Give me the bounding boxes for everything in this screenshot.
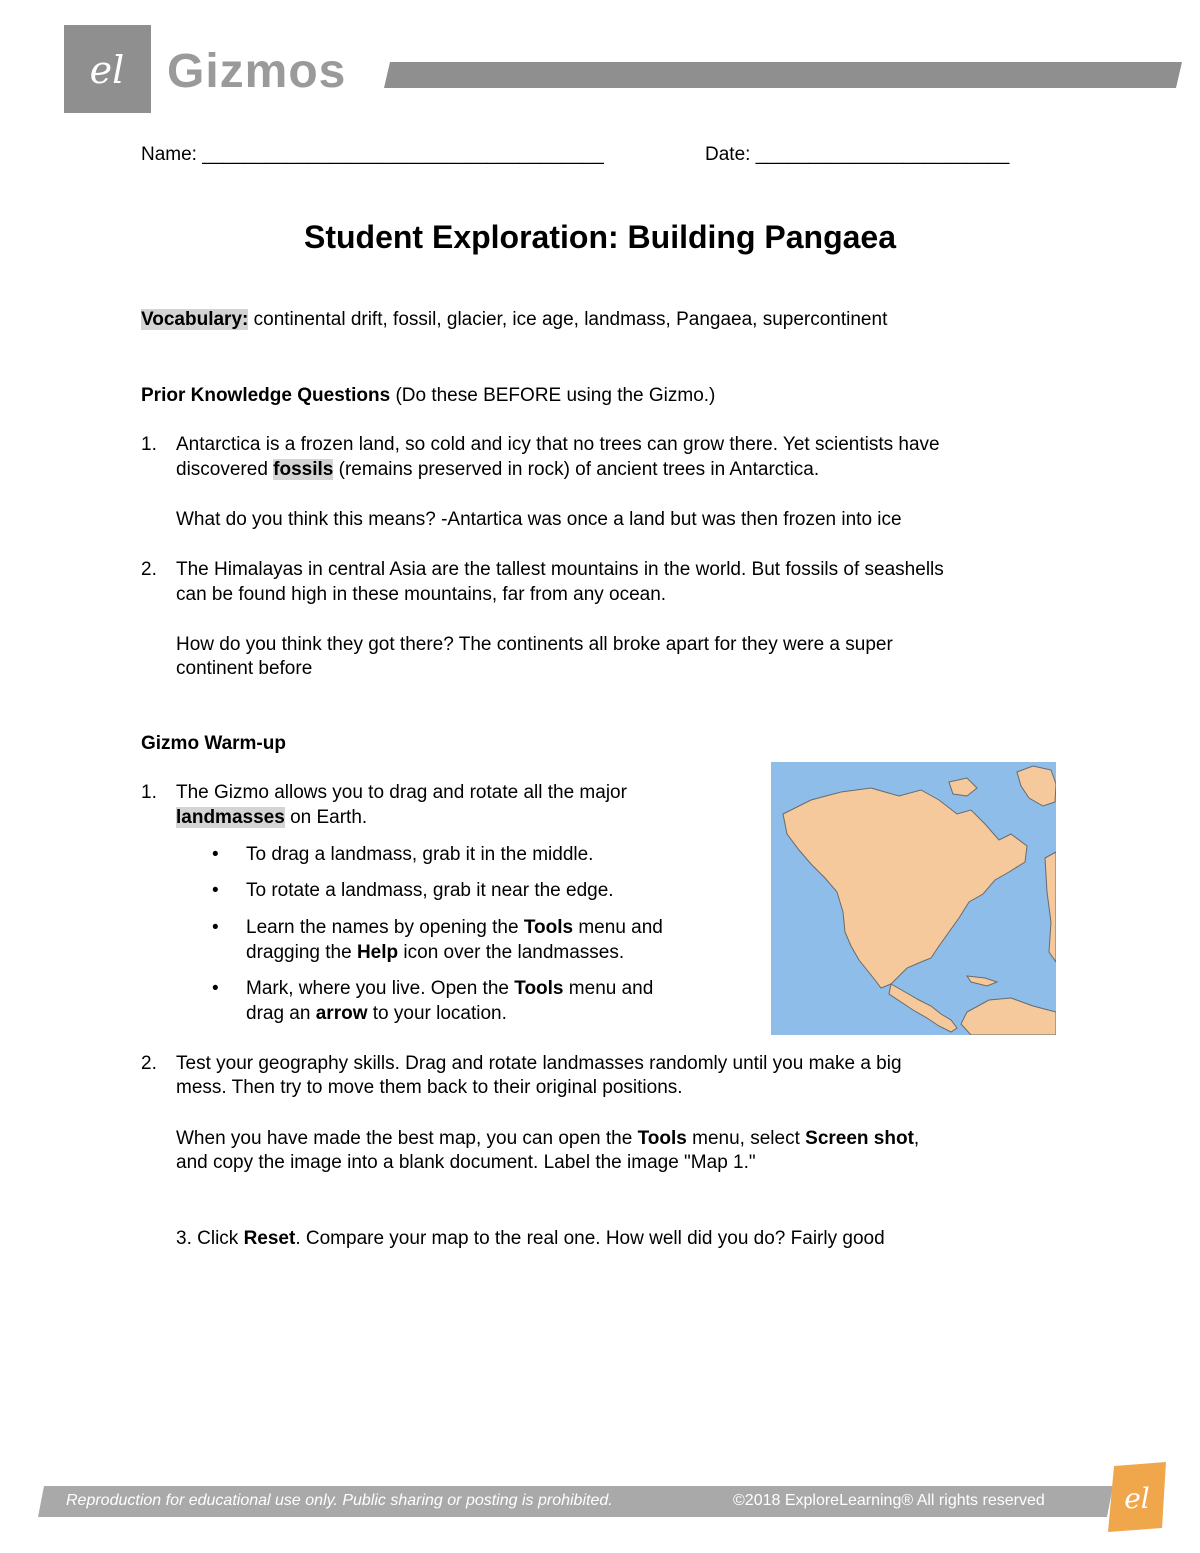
gizmos-logo-text: Gizmos: [167, 45, 347, 98]
q2-answer-line2[interactable]: continent before: [176, 658, 313, 679]
q1-line1: Antarctica is a frozen land, so cold and icy that no trees can grow there. Yet scientists have: [176, 434, 940, 455]
b4-line2-pre: drag an: [246, 1003, 311, 1024]
s3-answer[interactable]: Fairly good: [790, 1228, 885, 1249]
vocabulary-terms: continental drift, fossil, glacier, ice age, landmass, Pangaea, supercontinent: [253, 309, 888, 330]
date-label: Date:: [705, 144, 751, 165]
s2-p-mid: menu, select: [692, 1128, 800, 1149]
bullet-1-symbol: •: [212, 844, 219, 865]
bullet-3-line1: [246, 915, 663, 940]
bullet-2-text: To rotate a landmass, grab it near the edge.: [246, 880, 614, 901]
prior-knowledge-heading: [141, 383, 715, 408]
b3-line2-pre: dragging the: [246, 942, 352, 963]
s2-para-line1: [176, 1126, 919, 1151]
s2-number: 2.: [141, 1053, 157, 1074]
bullet-4-symbol: •: [212, 978, 219, 999]
date-field[interactable]: [705, 142, 1009, 167]
s1-term-landmasses: landmasses: [176, 807, 285, 828]
bullet-4-line1: [246, 976, 653, 1001]
footer-logo-mark: el: [1124, 1482, 1150, 1515]
q1-line2-pre: discovered: [176, 459, 268, 480]
bullet-2-symbol: •: [212, 880, 219, 901]
bullet-1-text: To drag a landmass, grab it in the middle.: [246, 844, 594, 865]
q1-question-answer: [176, 507, 902, 532]
b4-post: menu and: [568, 978, 654, 999]
s1-line2-post: on Earth.: [290, 807, 368, 828]
q2-line1: The Himalayas in central Asia are the tallest mountains in the world. But fossils of seashells: [176, 559, 944, 580]
b4-arrow: arrow: [315, 1003, 368, 1024]
b3-post: menu and: [578, 917, 663, 938]
north-america-map-image: [771, 762, 1056, 1035]
s2-line2: mess. Then try to move them back to their original positions.: [176, 1077, 683, 1098]
q1-line2-post: (remains preserved in rock) of ancient trees in Antarctica.: [338, 459, 820, 480]
q2-question: How do you think they got there?: [176, 634, 454, 655]
s2-p-tools: Tools: [637, 1128, 687, 1149]
s2-p-comma: ,: [913, 1128, 920, 1149]
s2-para-line2: and copy the image into a blank document. Label the image "Map 1.": [176, 1152, 756, 1173]
q1-line2: [176, 457, 819, 482]
b4-pre: Mark, where you live. Open the: [246, 978, 509, 999]
gizmos-logo-mark: [64, 25, 151, 113]
s2-p-pre: When you have made the best map, you can open the: [176, 1128, 633, 1149]
q1-answer[interactable]: -Antartica was once a land but was then frozen into ice: [441, 509, 902, 530]
s2-line1: Test your geography skills. Drag and rotate landmasses randomly until you make a big: [176, 1053, 902, 1074]
b3-pre: Learn the names by opening the: [246, 917, 519, 938]
header-bar: [384, 62, 1182, 88]
prior-heading-note: (Do these BEFORE using the Gizmo.): [395, 385, 716, 406]
vocabulary-line: [141, 307, 887, 332]
q2-line2: can be found high in these mountains, far from any ocean.: [176, 584, 667, 605]
name-field[interactable]: [141, 142, 604, 167]
date-line[interactable]: ________________________: [755, 144, 1010, 165]
page-title: Student Exploration: Building Pangaea: [303, 219, 897, 255]
b3-help: Help: [356, 942, 399, 963]
explorelearning-logo: [1104, 1462, 1170, 1532]
q2-number: 2.: [141, 559, 157, 580]
prior-heading-text: Prior Knowledge Questions: [141, 385, 391, 406]
q1-number: 1.: [141, 434, 157, 455]
s3-post: . Compare your map to the real one. How well did you do?: [295, 1228, 786, 1249]
s1-number: 1.: [141, 782, 157, 803]
q1-term-fossils: fossils: [273, 459, 334, 480]
q1-question: What do you think this means?: [176, 509, 436, 530]
b4-tools: Tools: [514, 978, 564, 999]
bullet-3-line2: [246, 940, 624, 965]
s1-line1: The Gizmo allows you to drag and rotate all the major: [176, 782, 627, 803]
s2-p-screenshot: Screen shot: [805, 1128, 914, 1149]
footer-disclaimer: Reproduction for educational use only. Public sharing or posting is prohibited.: [66, 1492, 613, 1509]
vocabulary-label: Vocabulary:: [141, 309, 249, 330]
b3-tools: Tools: [523, 917, 574, 938]
bullet-4-line2: [246, 1001, 507, 1026]
b3-line2-post: icon over the landmasses.: [403, 942, 625, 963]
s1-line2: [176, 805, 367, 830]
s3-reset: Reset: [243, 1228, 296, 1249]
q2-question-answer: [176, 632, 893, 657]
name-line[interactable]: ______________________________________: [202, 144, 604, 165]
q2-answer-line1[interactable]: The continents all broke apart for they were a super: [458, 634, 893, 655]
bullet-3-symbol: •: [212, 917, 219, 938]
s3-line: [176, 1226, 885, 1251]
warmup-heading: Gizmo Warm-up: [141, 733, 286, 754]
name-label: Name:: [141, 144, 197, 165]
logo-mark-text: el: [89, 48, 125, 92]
b4-line2-post: to your location.: [372, 1003, 507, 1024]
s3-pre: 3. Click: [176, 1228, 239, 1249]
footer-copyright: ©2018 ExploreLearning® All rights reserved: [733, 1492, 1045, 1509]
